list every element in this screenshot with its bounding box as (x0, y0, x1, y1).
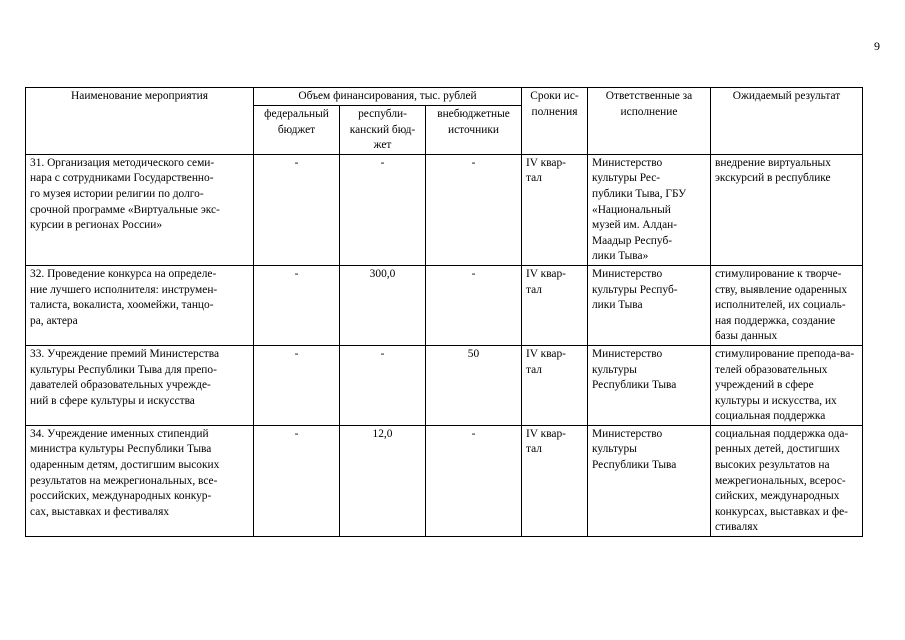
col-header-name: Наименование мероприятия (26, 88, 254, 155)
col-header-extrabudget-line: внебюджетные (437, 108, 510, 120)
page-number: 9 (874, 39, 880, 53)
cell-republic: 12,0 (340, 425, 426, 536)
cell-line: экскурсий в республике (715, 172, 831, 185)
cell-line: результатов на межрегиональных, все- (30, 474, 218, 487)
cell-line: IV квар- (526, 267, 566, 280)
cell-line: стимулирование препода-ва- (715, 347, 855, 360)
cell-line: одаренным детям, достигшим высоких (30, 459, 220, 472)
cell-line: Маадыр Респуб- (592, 234, 673, 247)
col-header-responsible-line: исполнение (620, 105, 678, 118)
col-header-result: Ожидаемый результат (711, 88, 863, 155)
col-header-funding: Объем финансирования, тыс. рублей (254, 88, 522, 106)
cell-line: го музея истории религии по долго- (30, 187, 204, 200)
cell-line: 31. Организация методического семи- (30, 156, 215, 169)
cell-result (711, 425, 863, 536)
col-header-federal-line: бюджет (277, 123, 316, 136)
cell-result (711, 154, 863, 265)
cell-line: Министерство (592, 156, 663, 169)
cell-line: 34. Учреждение именных стипендий (30, 427, 209, 440)
cell-line: давателей образовательных учрежде- (30, 379, 211, 392)
cell-federal: - (254, 265, 340, 345)
cell-term (522, 345, 588, 425)
cell-line: межрегиональных, всерос- (715, 474, 846, 487)
cell-line: Республики Тыва (592, 459, 677, 472)
cell-line: лики Тыва» (592, 250, 649, 263)
cell-line: 33. Учреждение премий Министерства (30, 347, 220, 360)
cell-extrabudget: 50 (426, 345, 522, 425)
col-header-republic-line: республи- (358, 108, 407, 120)
col-header-terms-line: Сроки ис- (530, 90, 579, 102)
cell-extrabudget: - (426, 425, 522, 536)
cell-line: сах, выставках и фестивалях (30, 505, 170, 518)
cell-line: «Национальный (592, 203, 671, 216)
col-header-federal-line: федеральный (264, 108, 329, 120)
cell-line: конкурсах, выставках и фе- (715, 505, 848, 518)
col-header-republic-line: жет (373, 139, 392, 152)
header-row (26, 88, 863, 106)
cell-line: культуры и искусства, их (715, 394, 837, 407)
cell-republic: 300,0 (340, 265, 426, 345)
col-header-federal (254, 106, 340, 155)
cell-line: публики Тыва, ГБУ (592, 187, 687, 200)
cell-line: Республики Тыва (592, 379, 677, 392)
cell-line: ренных детей, достигших (715, 443, 840, 456)
cell-result (711, 345, 863, 425)
cell-result (711, 265, 863, 345)
cell-line: стивалях (715, 521, 759, 534)
cell-republic: - (340, 345, 426, 425)
table-row (26, 154, 863, 265)
table-row (26, 425, 863, 536)
cell-line: ству, выявление одаренных (715, 283, 848, 296)
cell-event-name (26, 345, 254, 425)
cell-term (522, 154, 588, 265)
cell-line: тал (526, 443, 542, 456)
cell-line: талиста, вокалиста, хоомейжи, танцо- (30, 299, 214, 312)
cell-line: базы данных (715, 330, 778, 343)
col-header-extrabudget (426, 106, 522, 155)
cell-line: министра культуры Республики Тыва (30, 443, 212, 456)
cell-line: 32. Проведение конкурса на определе- (30, 267, 217, 280)
cell-line: культуры Респуб- (592, 283, 678, 296)
cell-responsible (588, 345, 711, 425)
cell-extrabudget: - (426, 154, 522, 265)
cell-responsible (588, 265, 711, 345)
cell-line: тал (526, 283, 542, 296)
cell-event-name (26, 425, 254, 536)
cell-line: IV квар- (526, 156, 566, 169)
cell-line: Министерство (592, 267, 663, 280)
cell-line: ний в сфере культуры и искусства (30, 394, 195, 407)
col-header-extrabudget-line: источники (448, 123, 499, 136)
cell-responsible (588, 425, 711, 536)
cell-line: ная поддержка, создание (715, 314, 836, 327)
cell-line: культуры Республики Тыва для препо- (30, 363, 217, 376)
cell-event-name (26, 154, 254, 265)
cell-line: Министерство (592, 347, 663, 360)
cell-federal: - (254, 345, 340, 425)
cell-term (522, 265, 588, 345)
cell-line: IV квар- (526, 427, 566, 440)
cell-line: курсии в регионах России» (30, 219, 163, 232)
col-header-responsible (588, 88, 711, 155)
cell-line: исполнителей, их социаль- (715, 299, 846, 312)
cell-line: лики Тыва (592, 299, 643, 312)
cell-line: срочной программе «Виртуальные экс- (30, 203, 220, 216)
col-header-responsible-line: Ответственные за (605, 90, 693, 102)
cell-extrabudget: - (426, 265, 522, 345)
cell-line: музей им. Алдан- (592, 219, 678, 232)
cell-line: внедрение виртуальных (715, 156, 831, 169)
cell-line: социальная поддержка ода- (715, 427, 849, 440)
cell-line: культуры Рес- (592, 172, 661, 185)
cell-line: ние лучшего исполнителя: инструмен- (30, 283, 218, 296)
table-row (26, 345, 863, 425)
cell-line: нара с сотрудниками Государственно- (30, 172, 214, 185)
cell-line: ра, актера (30, 314, 78, 327)
col-header-terms (522, 88, 588, 155)
cell-line: тал (526, 172, 542, 185)
events-table (25, 87, 863, 537)
cell-republic: - (340, 154, 426, 265)
cell-line: российских, международных конкур- (30, 490, 212, 503)
cell-line: культуры (592, 363, 637, 376)
cell-line: Министерство (592, 427, 663, 440)
col-header-terms-line: полнения (531, 105, 578, 118)
cell-federal: - (254, 154, 340, 265)
cell-line: социальная поддержка (715, 410, 826, 423)
cell-term (522, 425, 588, 536)
table-row (26, 265, 863, 345)
cell-line: высоких результатов на (715, 459, 830, 472)
col-header-republic (340, 106, 426, 155)
cell-line: IV квар- (526, 347, 566, 360)
cell-line: телей образовательных (715, 363, 828, 376)
cell-line: сийских, международных (715, 490, 840, 503)
cell-federal: - (254, 425, 340, 536)
cell-responsible (588, 154, 711, 265)
cell-line: учреждений в сфере (715, 379, 814, 392)
cell-event-name (26, 265, 254, 345)
cell-line: стимулирование к творче- (715, 267, 842, 280)
col-header-republic-line: канский бюд- (349, 123, 416, 136)
cell-line: культуры (592, 443, 637, 456)
cell-line: тал (526, 363, 542, 376)
